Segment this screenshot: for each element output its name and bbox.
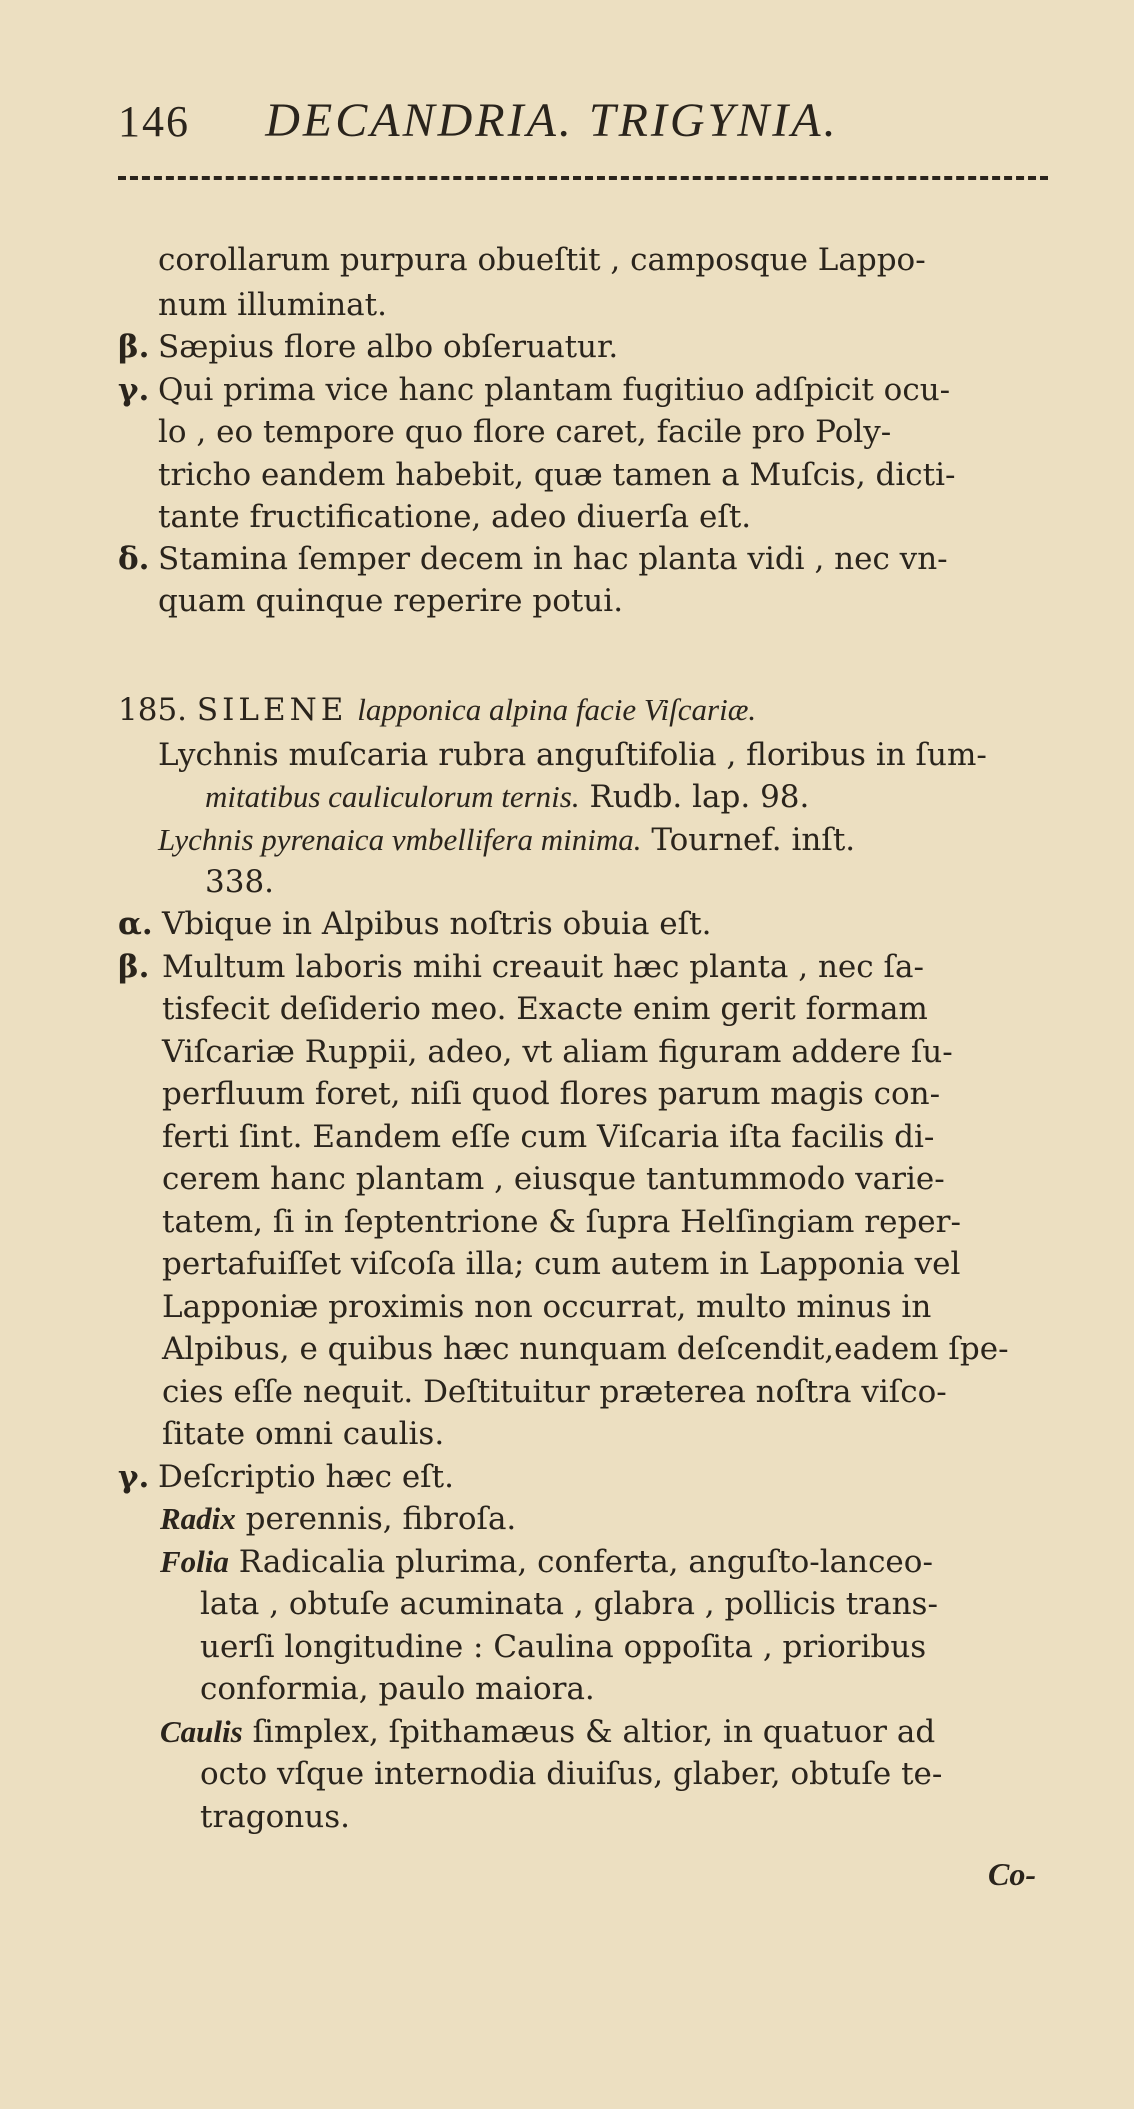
- radix-label: Radix: [160, 1501, 236, 1536]
- text-line: Multum laboris mihi creauit hæc planta , nec ſa-: [162, 949, 924, 985]
- caulis-text: ſimplex, ſpithamæus & altior, in quatuor ad: [252, 1714, 936, 1750]
- text-line: corollarum purpura obueſtit , camposque Lappo-: [158, 242, 926, 278]
- marker-alpha: α.: [118, 906, 153, 942]
- text-line: quam quinque reperire potui.: [158, 583, 624, 619]
- marker-delta: δ.: [118, 541, 150, 577]
- genus-name: SILENE: [196, 692, 348, 728]
- text-line: lata , obtuſe acuminata , glabra , pollicis trans-: [200, 1586, 938, 1622]
- marker-gamma: γ.: [118, 1459, 150, 1495]
- synonym-text: Lychnis pyrenaica vmbellifera minima.: [158, 822, 642, 857]
- marker-gamma: γ.: [118, 372, 150, 408]
- synonym-line: [205, 779, 809, 815]
- synonym-text: mitatibus cauliculorum ternis.: [205, 779, 580, 814]
- catchword: Co-: [988, 1856, 1036, 1892]
- header-rule: [118, 176, 1048, 180]
- page-title: DECANDRIA. TRIGYNIA.: [265, 94, 839, 147]
- text-line: Lapponiæ proximis non occurrat, multo minus in: [162, 1289, 932, 1325]
- text-line: Vbique in Alpibus noſtris obuia eſt.: [162, 906, 712, 942]
- text-line: cies eſſe nequit. Deſtituitur præterea noſtra viſco-: [162, 1374, 947, 1410]
- text-line: ſitate omni caulis.: [162, 1416, 445, 1452]
- text-line: uerſi longitudine : Caulina oppoſita , prioribus: [200, 1629, 927, 1665]
- marker-beta: β.: [118, 949, 150, 985]
- text-line: tatem, ſi in ſeptentrione & ſupra Helſingiam reper-: [162, 1204, 961, 1240]
- radix-text: perennis, fibroſa.: [245, 1501, 517, 1537]
- caulis-entry: [160, 1714, 935, 1750]
- folia-entry: [160, 1544, 933, 1580]
- species-number: 185.: [118, 692, 188, 728]
- synonym-page: 338.: [205, 864, 275, 900]
- caulis-label: Caulis: [160, 1714, 243, 1749]
- marker-beta: β.: [118, 329, 150, 365]
- folia-label: Folia: [160, 1544, 229, 1579]
- synonym-reference: Tournef. inſt.: [651, 822, 856, 858]
- text-line: perfluum foret, niſi quod flores parum magis con-: [162, 1076, 941, 1112]
- text-line: cerem hanc plantam , eiusque tantummodo varie-: [162, 1161, 945, 1197]
- text-line: Alpibus, e quibus hæc nunquam deſcendit,eadem ſpe-: [162, 1331, 1009, 1367]
- page-number: 146: [118, 97, 190, 146]
- text-line: lo , eo tempore quo flore caret, facile pro Poly-: [158, 414, 892, 450]
- text-line: tragonus.: [200, 1799, 350, 1835]
- text-line: tricho eandem habebit, quæ tamen a Muſcis, dicti-: [158, 457, 956, 493]
- text-line: octo vſque internodia diuiſus, glaber, obtuſe te-: [200, 1756, 943, 1792]
- text-line: ferti ſint. Eandem eſſe cum Viſcaria iſta facilis di-: [162, 1119, 935, 1155]
- running-head: [118, 92, 839, 148]
- text-line: Sæpius flore albo obſeruatur.: [158, 329, 619, 365]
- species-heading: [118, 692, 756, 728]
- synonym-line: Lychnis muſcaria rubra anguſtifolia , floribus in ſum-: [158, 737, 987, 773]
- text-line: Stamina ſemper decem in hac planta vidi , nec vn-: [158, 541, 948, 577]
- text-line: Deſcriptio hæc eſt.: [158, 1459, 454, 1495]
- species-epithet: lapponica alpina facie Viſcariæ.: [357, 692, 757, 727]
- radix-entry: [160, 1501, 516, 1537]
- text-line: conformia, paulo maiora.: [200, 1671, 595, 1707]
- text-line: pertafuiſſet viſcoſa illa; cum autem in Lapponia vel: [162, 1246, 961, 1282]
- text-line: Viſcariæ Ruppii, adeo, vt aliam figuram addere ſu-: [162, 1034, 953, 1070]
- text-line: tisfecit deſiderio meo. Exacte enim gerit formam: [162, 991, 928, 1027]
- text-line: Qui prima vice hanc plantam fugitiuo adſpicit ocu-: [158, 372, 951, 408]
- synonym-line: [158, 822, 855, 858]
- text-line: tante fructificatione, adeo diuerſa eſt.: [158, 499, 752, 535]
- folia-text: Radicalia plurima, conferta, anguſto-lanceo-: [238, 1544, 933, 1580]
- text-line: num illuminat.: [158, 287, 387, 323]
- synonym-reference: Rudb. lap. 98.: [589, 779, 810, 815]
